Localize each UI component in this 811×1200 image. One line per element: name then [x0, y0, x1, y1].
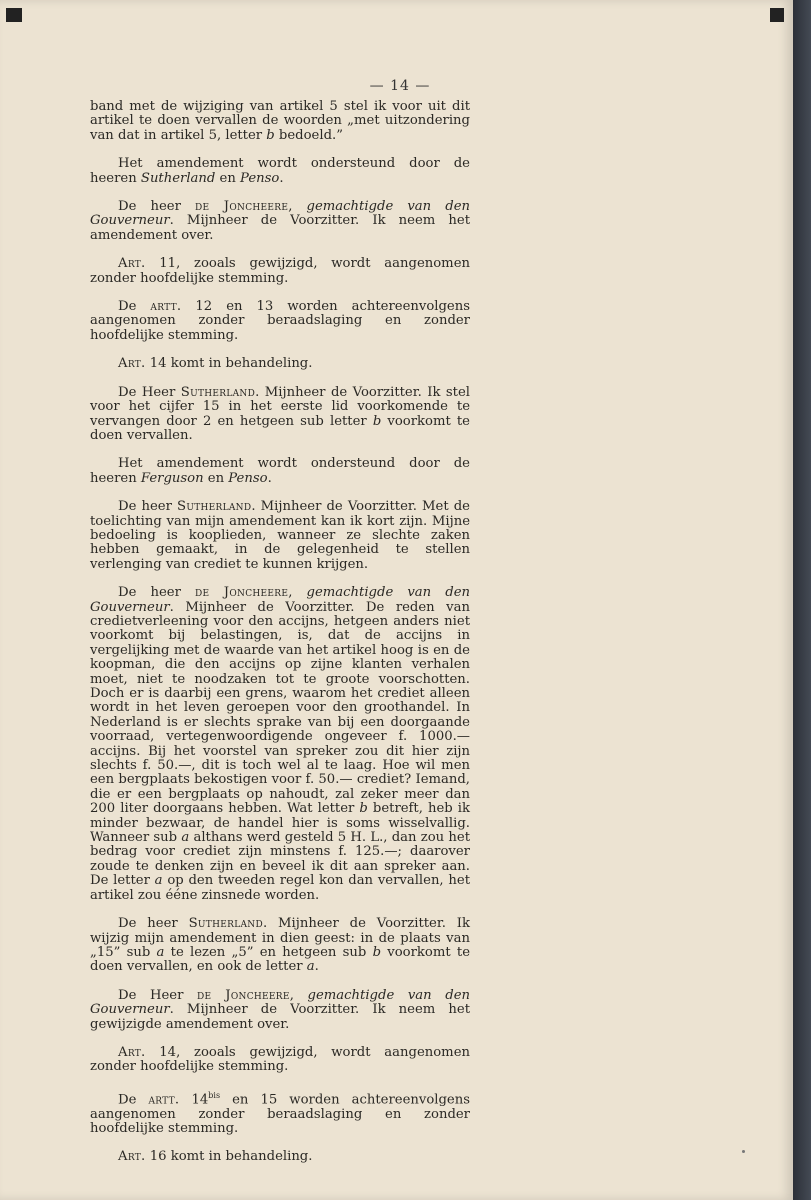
- text-run: ,: [288, 199, 307, 215]
- text-run: De heer: [118, 199, 195, 215]
- italic-text: gemachtigde van den Gouverneur: [90, 987, 470, 1018]
- text-run: band met de wijziging van artikel 5 stel ik voor uit dit artikel te doen vervallen de woorden „met uitzondering van dat in artikel 5, letter: [90, 99, 470, 143]
- text-run: althans werd gesteld 5 H. L., dan zou het bedrag voor crediet zijn minstens f. 125.—; daarover zoude te denken zijn en beveel ik dit aan spreker aan. De letter: [90, 830, 470, 889]
- text-run: en: [215, 170, 241, 186]
- speaker-name: Art.: [118, 1149, 146, 1165]
- paragraph: [90, 200, 470, 243]
- italic-text: gemachtigde van den Gouverneur: [90, 585, 470, 615]
- text-run: De heer: [118, 585, 195, 601]
- speaker-name: Sutherland: [188, 916, 263, 932]
- text-run: De Heer: [118, 987, 197, 1003]
- paragraph: [90, 300, 470, 343]
- text-run: 14, zooals gewijzigd, wordt aangenomen zonder hoofdelijke stemming.: [90, 1044, 470, 1075]
- italic-text: Sutherland: [140, 170, 216, 186]
- text-run: . Mijnheer de Voorzitter. Ik stel voor het cijfer 15 in het eerste lid voorkomende te vervangen door 2 en hetgeen sub letter: [90, 384, 470, 429]
- speaker-name: artt.: [150, 299, 182, 315]
- italic-text: b: [372, 413, 382, 429]
- text-run: .: [279, 170, 284, 186]
- speaker-name: Art.: [118, 256, 146, 272]
- text-run: . Mijnheer de Voorzitter. Ik neem het amendement over.: [90, 213, 470, 243]
- scan-background-edge: [793, 0, 811, 1200]
- italic-text: b: [359, 801, 368, 817]
- paragraph: [90, 917, 470, 975]
- text-run: voorkomt te doen vervallen, en ook de letter: [90, 944, 470, 975]
- paragraph: [90, 100, 470, 143]
- italic-text: b: [266, 127, 275, 143]
- italic-text: a: [306, 959, 315, 975]
- italic-text: b: [372, 944, 382, 960]
- text-run: Het amendement wordt ondersteund door de heeren: [90, 456, 470, 486]
- text-run: ,: [289, 987, 308, 1003]
- paragraph: [90, 257, 470, 286]
- scan-speck: [742, 1150, 745, 1153]
- text-run: De Heer: [118, 384, 181, 400]
- text-run: voorkomt te doen vervallen.: [90, 413, 470, 443]
- text-run: bis: [208, 1090, 221, 1100]
- italic-text: Ferguson: [140, 470, 204, 486]
- text-run: .: [267, 470, 272, 486]
- italic-text: a: [156, 944, 165, 960]
- speaker-name: de Joncheere: [195, 199, 289, 215]
- speaker-name: artt.: [148, 1092, 180, 1108]
- text-run: De: [118, 299, 151, 315]
- text-run: 11, zooals gewijzigd, wordt aangenomen zonder hoofdelijke stemming.: [90, 256, 470, 286]
- speaker-name: Sutherland: [180, 384, 256, 400]
- italic-text: Penso: [240, 170, 280, 186]
- text-run: op den tweeden regel kon dan vervallen, het artikel zou ééne zinsnede worden.: [90, 873, 470, 903]
- text-run: 14 komt in behandeling.: [145, 356, 313, 372]
- speaker-name: Art.: [118, 356, 146, 372]
- paragraph: [90, 500, 470, 572]
- text-run: .: [314, 959, 319, 975]
- text-run: en: [203, 470, 229, 486]
- text-run: bedoeld.”: [274, 127, 343, 143]
- text-run: te lezen „5” en hetgeen sub: [164, 944, 373, 960]
- paragraph: [90, 989, 470, 1032]
- paragraph: [90, 1046, 470, 1075]
- speaker-name: Sutherland: [176, 499, 252, 515]
- text-run: 16 komt in behandeling.: [145, 1149, 313, 1165]
- text-run: en 15 worden achtereenvolgens aangenomen zonder beraadslaging en zonder hoofdelijke stemming.: [90, 1092, 470, 1136]
- text-run: 14: [179, 1092, 209, 1108]
- speaker-name: de Joncheere: [197, 987, 290, 1003]
- text-run: . Mijnheer de Voorzitter. De reden van credietverleening voor den accijns, hetgeen anders niet voorkomt bij belastingen, is, dat de accijns in vergelijking met de waarde van het artikel hoog is en de koopman, die den accijns op zijne klanten verhalen moet, niet te noodzaken tot te groote voorschotten. Doch er is daarbij een grens, waarom het crediet alleen wordt in het leven geroepen voor den groothandel. In Nederland is er slechts sprake van bij een doorgaande voorraad, vertegenwoordigende ongeveer f. 1000.— accijns. Bij het voorstel van spreker zou dit hier zijn slechts f. 50.—, dit is toch wel al te laag. Hoe wil men een bergplaats bekostigen voor f. 50.— crediet? Iemand, die er een bergplaats op nahoudt, zal zeker meer dan 200 liter doorgaans hebben. Wat letter: [90, 599, 470, 817]
- text-run: 12 en 13 worden achtereenvolgens aangenomen zonder beraadslaging en zonder hoofdelijke stemming.: [90, 299, 470, 343]
- text-run: De: [118, 1092, 149, 1108]
- italic-text: a: [154, 873, 163, 889]
- text-run: De heer: [118, 916, 189, 932]
- page-number: — 14 —: [369, 78, 431, 94]
- text-run: ,: [288, 585, 307, 601]
- text-run: De heer: [118, 499, 177, 515]
- speaker-name: Art.: [118, 1044, 146, 1060]
- paragraph: [90, 357, 470, 371]
- paragraph: [90, 386, 470, 444]
- speaker-name: de Joncheere: [195, 585, 289, 601]
- text-run: Het amendement wordt ondersteund door de heeren: [90, 156, 470, 186]
- paragraph: [90, 457, 470, 486]
- text-run: . Mijnheer de Voorzitter. Ik wijzig mijn amendement in dien geest: in de plaats van „15” sub: [90, 916, 470, 960]
- text-run: . Mijnheer de Voorzitter. Met de toelichting van mijn amendement kan ik kort zijn. Mijne bedoeling is kooplieden, wanneer ze slechte zaken hebben gemaakt, in de gelegenheid te stellen verlenging van crediet te kunnen krijgen.: [90, 499, 470, 572]
- text-run: . Mijnheer de Voorzitter. Ik neem het gewijzigde amendement over.: [90, 1002, 470, 1032]
- scan-corner-mark: [6, 8, 22, 22]
- scan-corner-mark: [770, 8, 784, 22]
- italic-text: Penso: [228, 470, 268, 486]
- italic-text: gemachtigde van den Gouverneur: [90, 199, 470, 229]
- paragraph: [90, 586, 470, 903]
- text-run: betreft, heb ik minder bezwaar, de handel hier is soms wisselvallig. Wanneer sub: [90, 801, 470, 846]
- paragraph: [90, 1150, 470, 1164]
- document-body: [90, 100, 470, 1179]
- paragraph: [90, 157, 470, 186]
- paragraph: [90, 1089, 470, 1137]
- italic-text: a: [181, 830, 190, 846]
